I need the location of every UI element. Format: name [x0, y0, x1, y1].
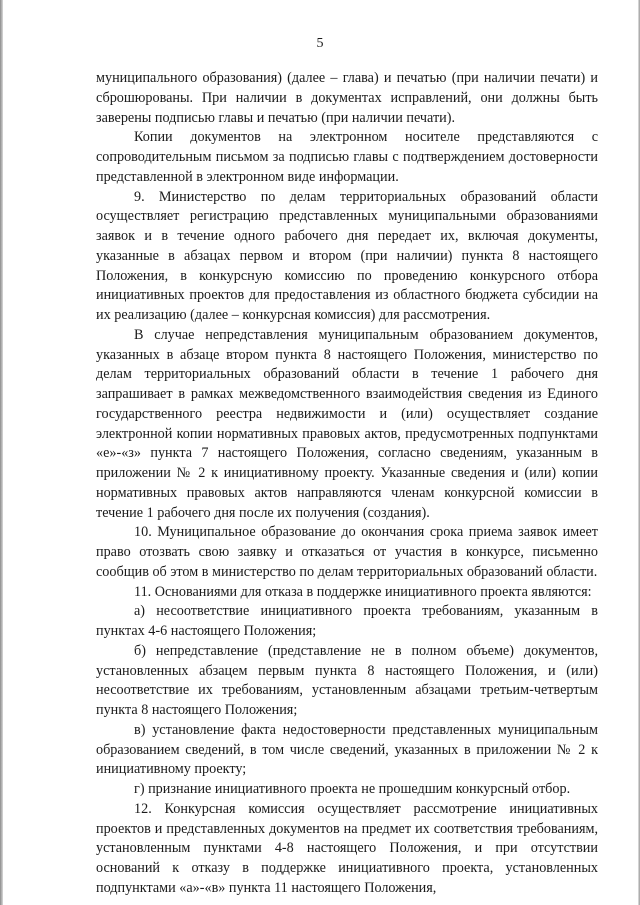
- paragraph-item-11-v: в) установление факта недостоверности представленных муниципальным образованием сведений, в том числе сведений, указанных в приложении № 2 к инициативному проекту;: [96, 721, 598, 778]
- paragraph-item-11-a: а) несоответствие инициативного проекта требованиям, указанным в пунктах 4-6 настоящего Положения;: [96, 603, 598, 639]
- paragraph-copies-electronic: Копии документов на электронном носителе представляются с сопроводительным письмом за подписью главы с подтверждением достоверности представленной в электронном виде информации.: [96, 129, 598, 185]
- paragraph-item-11-b: б) непредставление (представление не в полном объеме) документов, установленных абзацем первым пункта 8 настоящего Положения, и (или) несоответствие их требованиям, установленным абзацами третьим-четвертым пункта 8 настоящего Положения;: [96, 642, 598, 718]
- paragraph-item-11: 11. Основаниями для отказа в поддержке инициативного проекта являются:: [134, 583, 592, 600]
- paragraph-item-10: 10. Муниципальное образование до окончания срока приема заявок имеет право отозвать свою заявку и отказаться от участия в конкурсе, письменно сообщив об этом в министерство по делам территориальных образований области.: [96, 524, 598, 580]
- paragraph-item-9: 9. Министерство по делам территориальных образований области осуществляет регистрацию представленных муниципальными образованиями заявок и в течение одного рабочего дня передает их, включая документы, указанные в абзацах первом и втором (при наличии) пункта 8 настоящего Положения, в конкурсную комиссию по проведению конкурсного отбора инициативных проектов для предоставления из областного бюджета субсидии на их реализацию (далее – конкурсная комиссия) для рассмотрения.: [96, 188, 598, 323]
- scan-edge-left: [0, 0, 3, 905]
- page-number: 5: [316, 36, 324, 51]
- paragraph-item-9-nonsubmission: В случае непредставления муниципальным образованием документов, указанных в абзаце втором пункта 8 настоящего Положения, министерство по делам территориальных образований области в течение 1 рабочего дня запрашивает в рамках межведомственного взаимодействия сведения из Единого государственного реестра недвижимости и (или) осуществляет создание электронной копии нормативных правовых актов, предусмотренных подпунктами «е»-«з» пункта 7 настоящего Положения, согласно сведениям, указанным в приложении № 2 к инициативному проекту. Указанные сведения и (или) копии нормативных правовых актов направляются членам конкурсной комиссии в течение 1 рабочего дня после их получения (создания).: [96, 326, 598, 521]
- paragraph-item-11-g: г) признание инициативного проекта не прошедшим конкурсный отбор.: [134, 781, 571, 797]
- document-body: [96, 69, 598, 899]
- paragraph-item-12: 12. Конкурсная комиссия осуществляет рассмотрение инициативных проектов и представленных документов на предмет их соответствия требованиям, установленным пунктами 4-8 настоящего Положения, и при отсутствии оснований к отказу в поддержке инициативного проекта, установленных подпунктами «а»-«в» пункта 11 настоящего Положения,: [96, 800, 598, 896]
- paragraph-continuation: муниципального образования) (далее – глава) и печатью (при наличии печати) и сброшюрованы. При наличии в документах исправлений, они должны быть заверены подписью главы и печатью (при наличии печати).: [96, 70, 598, 126]
